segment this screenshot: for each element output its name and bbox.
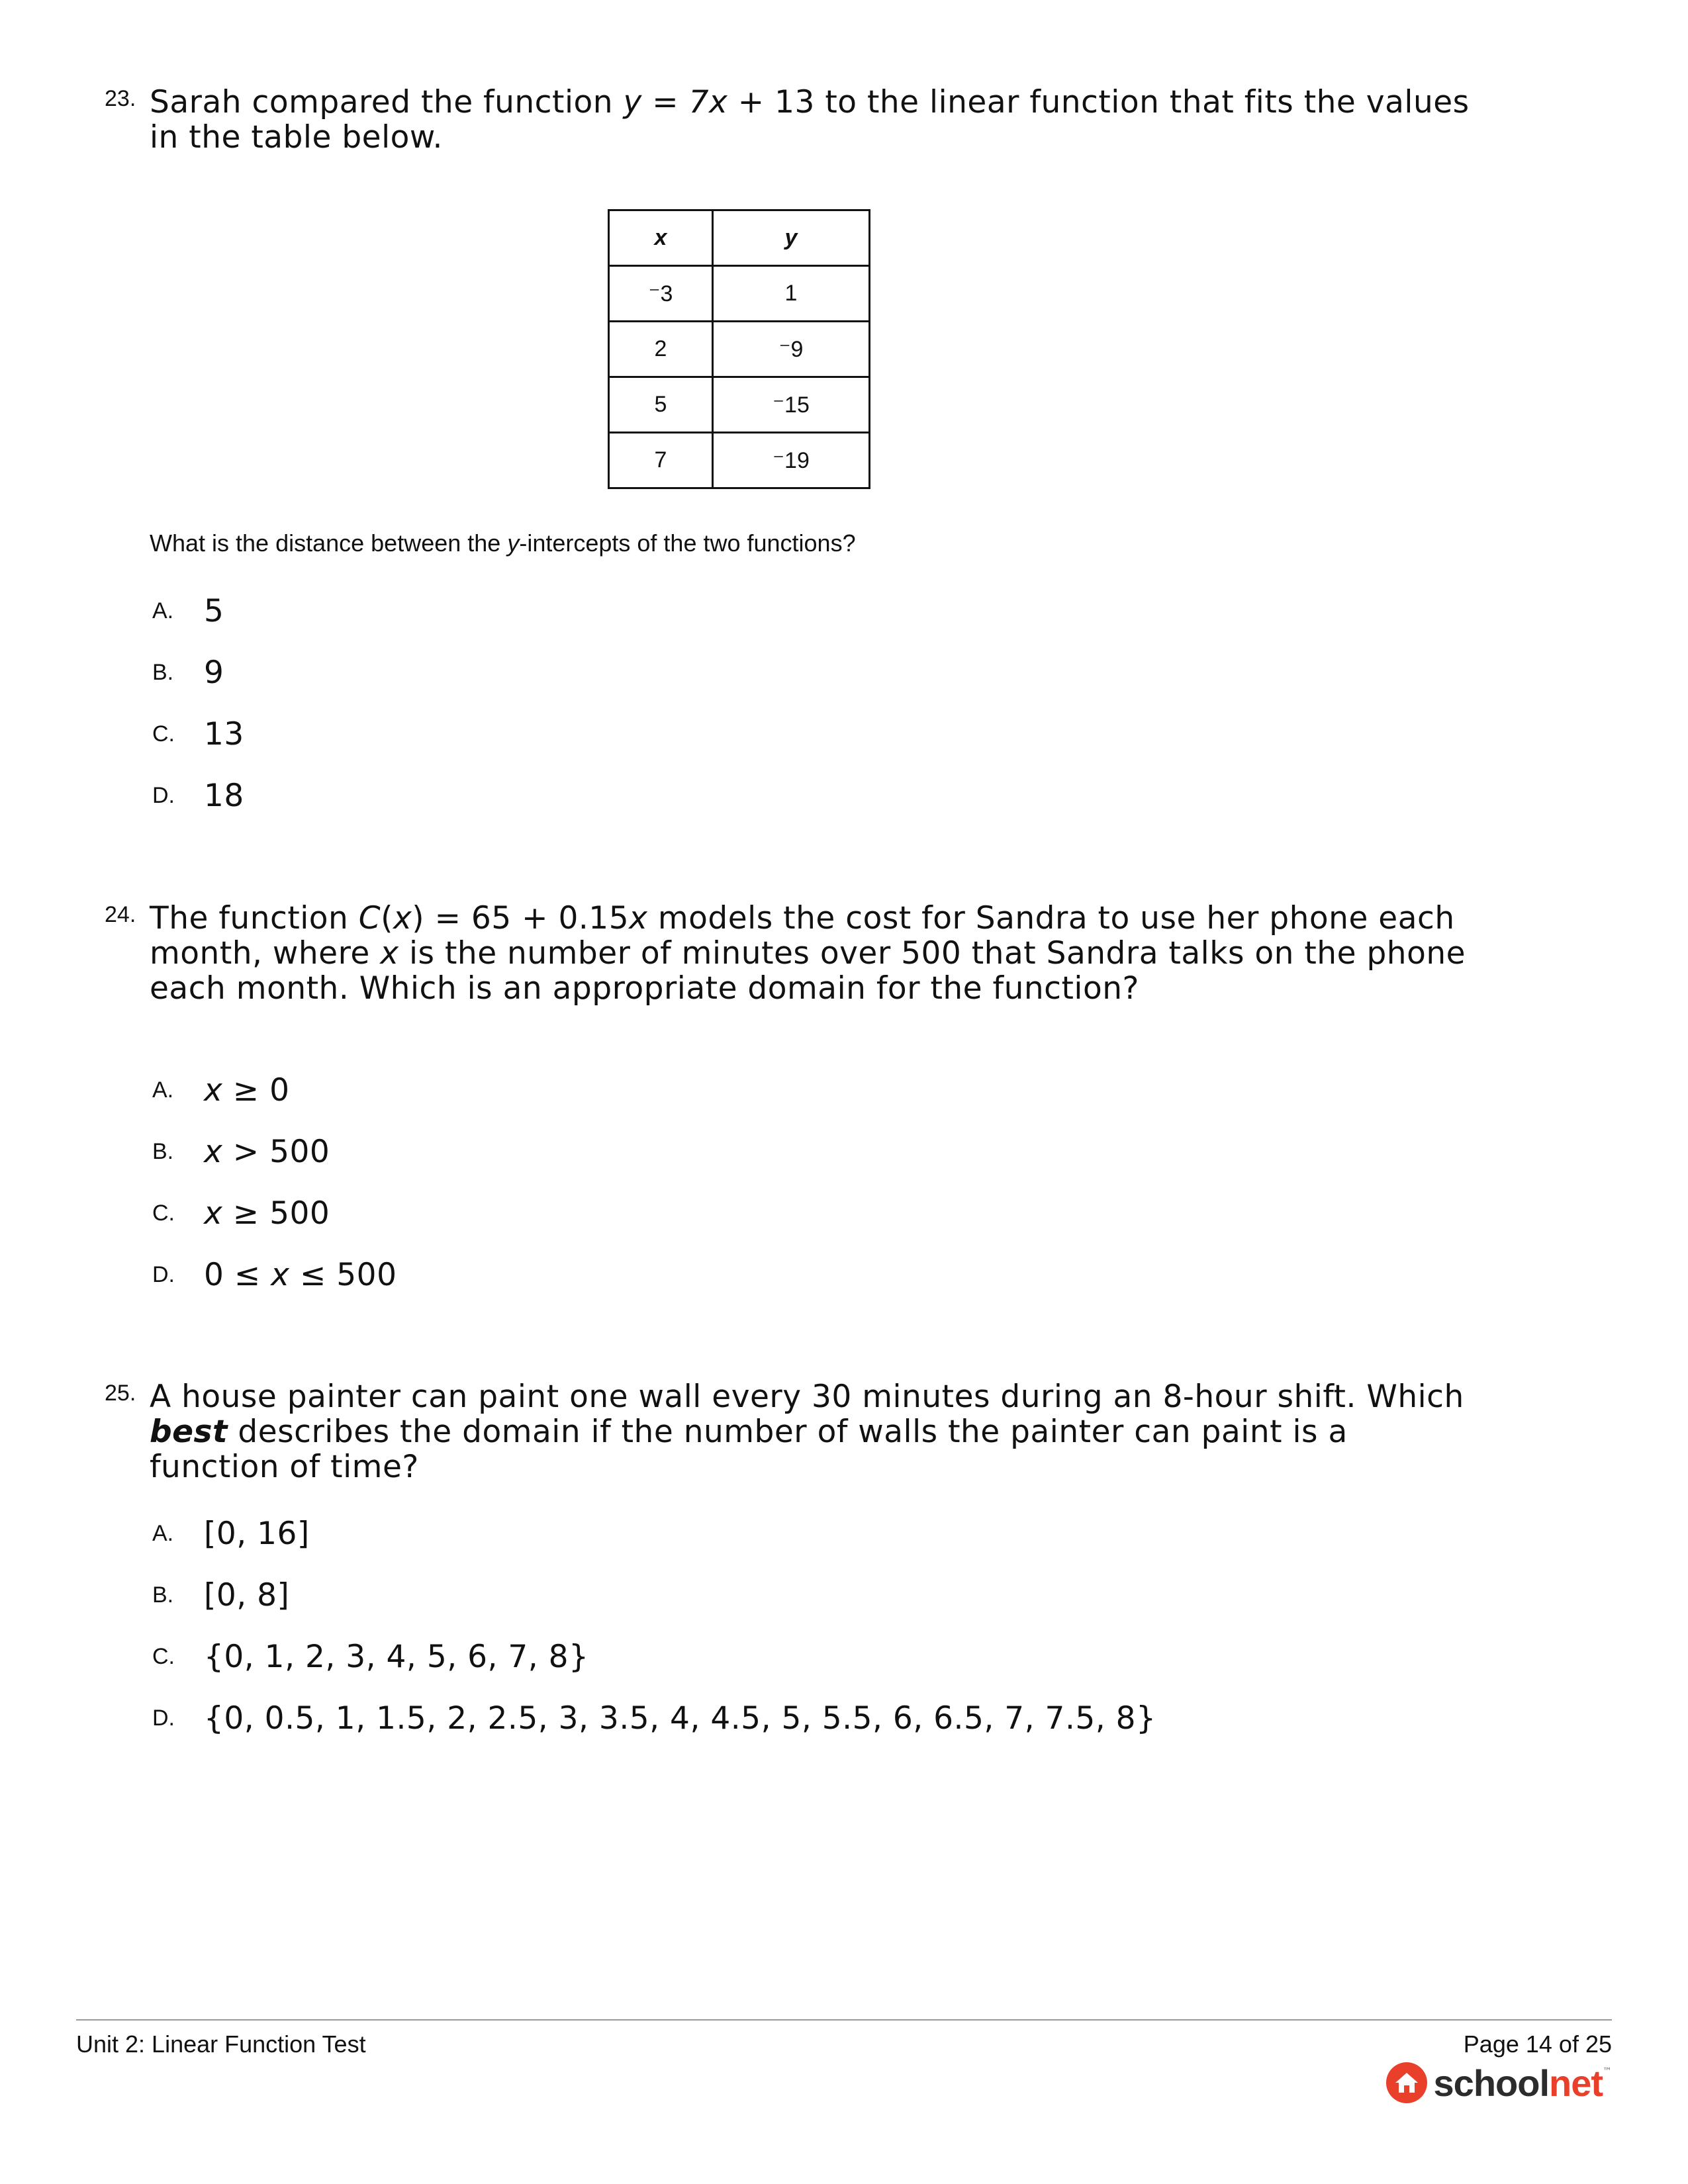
question-text: A house painter can paint one wall every 30 minutes during an 8-hour shift. Which best describes the domain if the number of walls the painter can paint is a function of time? [150, 1379, 1464, 1485]
table-header-row [609, 210, 870, 266]
table-row [609, 266, 870, 322]
table-cell: 2 [609, 322, 713, 377]
table-header-x: x [609, 210, 713, 266]
table-cell: ⁻15 [713, 377, 870, 433]
footer-divider [76, 2019, 1612, 2021]
table-row [609, 322, 870, 377]
table-cell: ⁻19 [713, 433, 870, 488]
table-row [609, 433, 870, 488]
question-text: The function C(x) = 65 + 0.15x models the cost for Sandra to use her phone each month, where x is the number of minutes over 500 that Sandra talks on the phone each month. Which is an appropriate domain for the function? [150, 900, 1466, 1007]
table-cell: 5 [609, 377, 713, 433]
question-number: 25. [105, 1381, 136, 1406]
schoolnet-logo: schoolnet ™ [1386, 2060, 1612, 2106]
values-table [608, 209, 870, 489]
table-cell: ⁻9 [713, 322, 870, 377]
question-text: Sarah compared the function y = 7x + 13 to the linear function that fits the values in the table below. [150, 84, 1470, 156]
footer-page-number: Page 14 of 25 [1463, 2030, 1612, 2058]
question-prompt: What is the distance between the y-intercepts of the two functions? [150, 529, 856, 557]
table-header-y: y [713, 210, 870, 266]
house-icon [1386, 2062, 1427, 2103]
table-cell: 7 [609, 433, 713, 488]
question-number: 23. [105, 86, 136, 111]
question-number: 24. [105, 902, 136, 927]
table-row [609, 377, 870, 433]
table-cell: ⁻3 [609, 266, 713, 322]
footer-test-title: Unit 2: Linear Function Test [76, 2030, 366, 2058]
table-cell: 1 [713, 266, 870, 322]
